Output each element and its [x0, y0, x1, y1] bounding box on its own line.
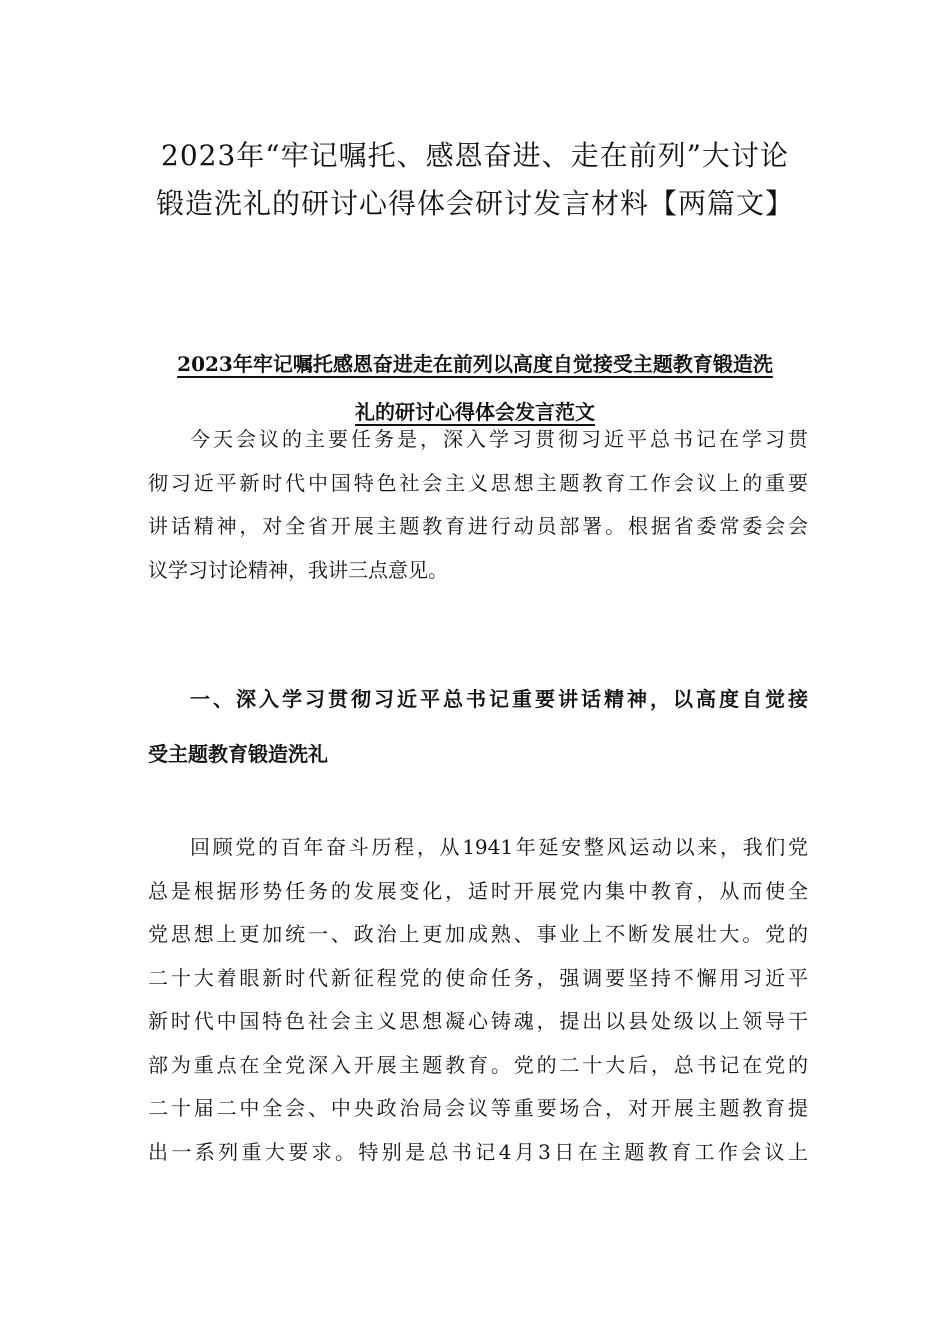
paragraph-line: 彻习近平新时代中国特色社会主义思想主题教育工作会议上的重要 — [148, 470, 808, 495]
document-title — [130, 132, 820, 228]
paragraph-line: 二十大着眼新时代新征程党的使命任务，强调要坚持不懈用习近平 — [148, 965, 808, 990]
paragraph-line: 新时代中国特色社会主义思想凝心铸魂，提出以县处级以上领导干 — [148, 1009, 808, 1033]
title-line: 2023年“牢记嘱托、感恩奋进、走在前列”大讨论 — [161, 139, 789, 172]
paragraph-line: 总是根据形势任务的发展变化，适时开展党内集中教育，从而使全 — [148, 878, 808, 903]
heading-line: 一、深入学习贯彻习近平总书记重要讲话精神，以高度自觉接 — [190, 687, 808, 711]
paragraph-line: 二十届二中全会、中央政治局会议等重要场合，对开展主题教育提 — [148, 1096, 808, 1120]
paragraph-line: 出一系列重大要求。特别是总书记4月3日在主题教育工作会议上 — [148, 1139, 808, 1164]
paragraph-line: 回顾党的百年奋斗历程，从1941年延安整风运动以来，我们党 — [190, 835, 808, 859]
intro-paragraph — [148, 418, 808, 592]
paragraph-line: 讲话精神，对全省开展主题教育进行动员部署。根据省委常委会会 — [148, 514, 808, 538]
heading-line: 受主题教育锻造洗礼 — [148, 742, 328, 766]
section-heading — [148, 672, 808, 782]
paragraph-line: 议学习讨论精神，我讲三点意见。 — [148, 557, 448, 582]
subtitle-line: 2023年牢记嘱托感恩奋进走在前列以高度自觉接受主题教育锻造洗 — [177, 352, 773, 376]
subtitle-line: 礼的研讨心得体会发言范文 — [355, 400, 595, 424]
paragraph-line: 部为重点在全党深入开展主题教育。党的二十大后，总书记在党的 — [148, 1052, 808, 1077]
section-body-paragraph — [148, 826, 808, 1174]
title-line: 锻造洗礼的研讨心得体会研讨发言材料【两篇文】 — [155, 187, 794, 220]
paragraph-line: 今天会议的主要任务是，深入学习贯彻习近平总书记在学习贯 — [190, 427, 808, 451]
paragraph-line: 党思想上更加统一、政治上更加成熟、事业上不断发展壮大。党的 — [148, 922, 808, 946]
